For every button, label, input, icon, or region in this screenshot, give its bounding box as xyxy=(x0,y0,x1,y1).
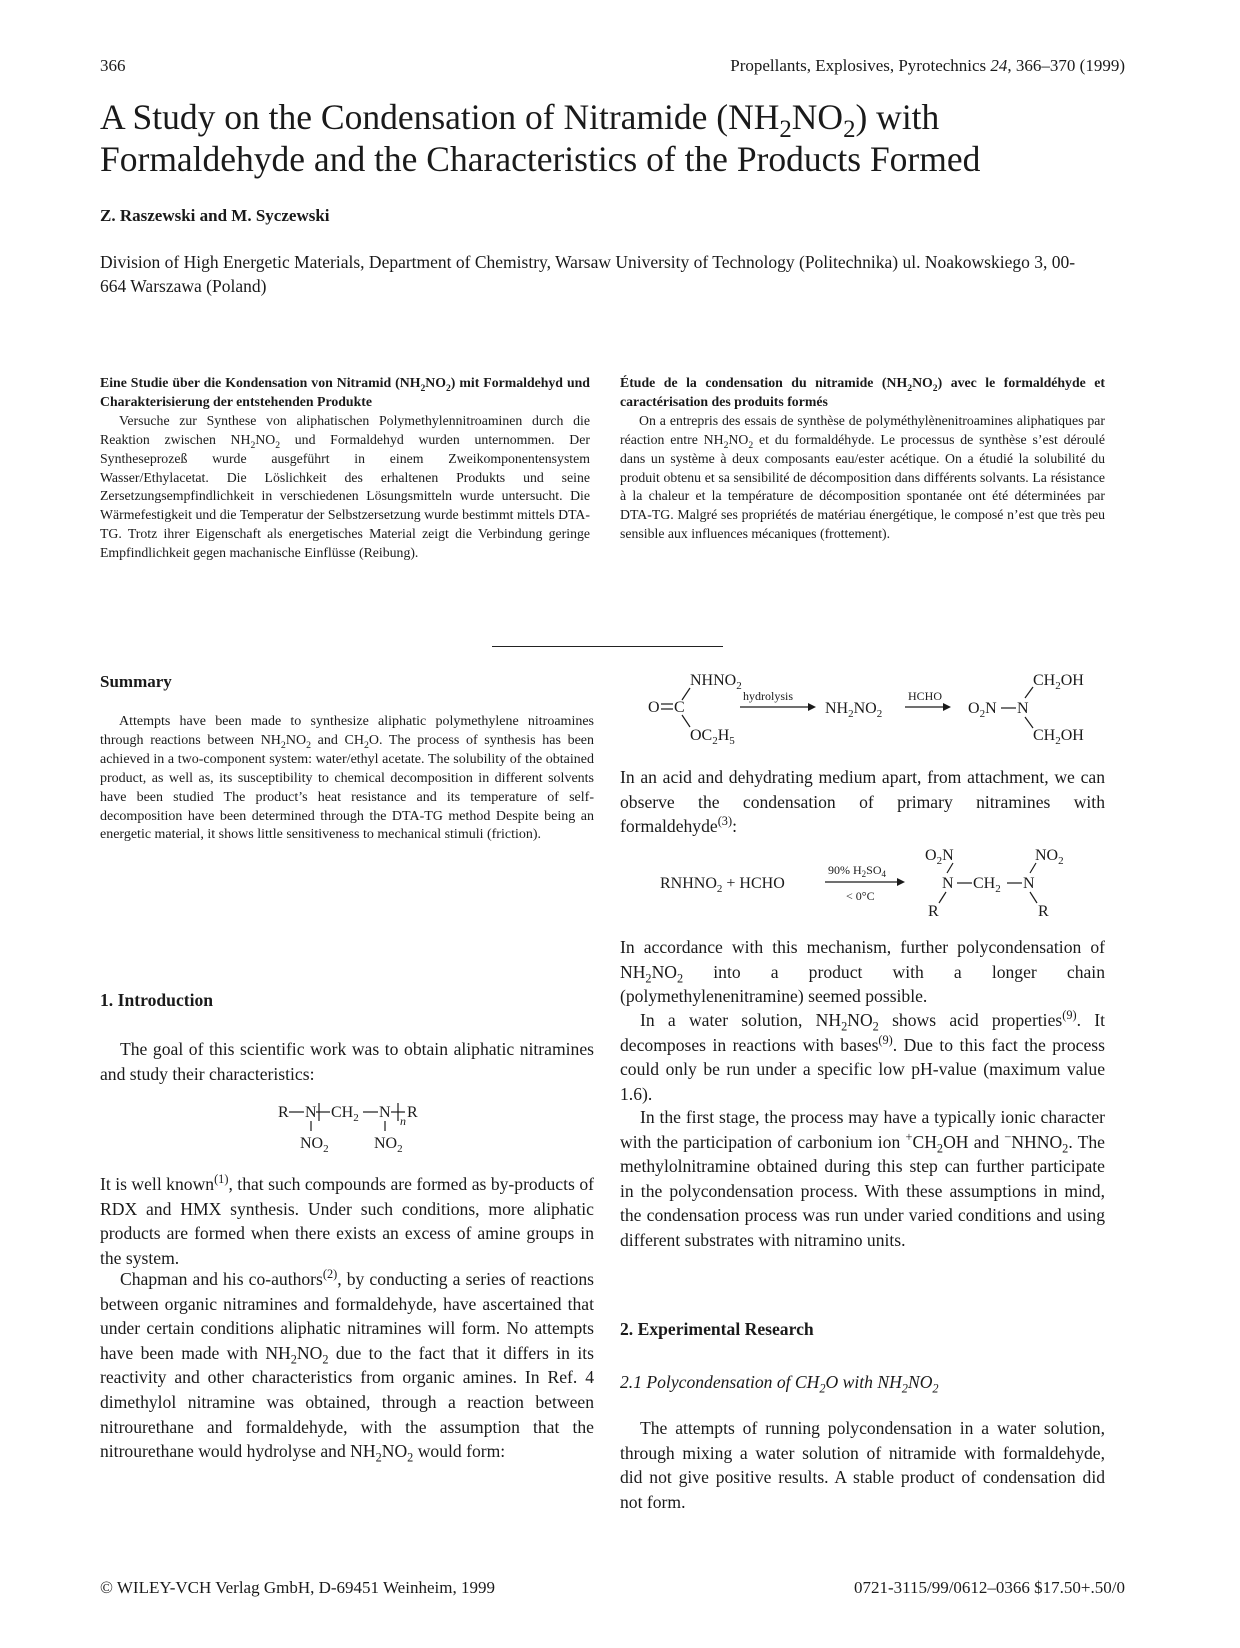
r-right: R xyxy=(407,1104,418,1121)
r-left: R xyxy=(928,903,939,920)
affiliation: Division of High Energetic Materials, Department of Chemistry, Warsaw University of Technology (Politechnika) ul. Noakowskiego 3, 00-664 Warszawa (Poland) xyxy=(100,252,1076,296)
hcho-arrow-label: HCHO xyxy=(908,689,943,703)
nitramide-label: $NH_2NO_2$ xyxy=(825,700,883,720)
n-right: N xyxy=(1023,875,1035,892)
abstract-french-text: On a entrepris des essais de synthèse de polyméthylènenitroamines aliphatiques par réaction entre $NH_2NO_2$ et du formaldéhyde. Le processus de synthèse s’est déroulé dans un système à deux composants eau/ester acétique. On a étudié la solubilité du produit obtenu et sa sensibilité de décomposition dans différents solvants. La résistance à la chaleur et la température de décomposition spontanée ont été déterminées par DTA-TG. Malgré ses propriétés de matériau énergétique, le composé n’est que très peu sensible aux influences mécaniques (frottement). xyxy=(620,412,1105,542)
n-right: N xyxy=(379,1104,391,1121)
abstract-german xyxy=(100,374,590,563)
journal-reference: Propellants, Explosives, Pyrotechnics 24, 366–370 (1999) xyxy=(730,56,1125,75)
authors: Z. Raszewski and M. Syczewski xyxy=(100,206,330,225)
right-paragraph-1: In an acid and dehydrating medium apart, from attachment, we can observe the condensation of primary nitramines with formaldehyde$^{(3)}$: xyxy=(620,767,1105,837)
condensation-scheme xyxy=(650,843,1120,923)
right-paragraph-4: In the first stage, the process may have a typically ionic character with the participation of carbonium ion $^+CH_2OH$ and $^-NHNO_2$. The methylolnitramine obtained during this step can further participate in the polycondensation process. With these assumptions in mind, the condensation process was run under varied conditions and using different substrates with nitramino units. xyxy=(620,1107,1105,1250)
introduction-heading: 1. Introduction xyxy=(100,990,214,1010)
right-paragraph-2: In accordance with this mechanism, further polycondensation of $NH_2NO_2$ into a product with a longer chain (polymethylenenitramine) seemed possible. xyxy=(620,937,1105,1007)
intro-paragraph-3: Chapman and his co-authors$^{(2)}$, by conducting a series of reactions between organic nitramines and formaldehyde, have ascertained that under certain conditions aliphatic nitramines will form. No attempts have been made with $NH_2NO_2$ due to the fact that it differs in its reactivity and other characteristics from organic amines. In Ref. 4 dimethylol nitramine was obtained, through a reaction between nitrourethane and formaldehyde, with the assumption that the nitrourethane would hydrolyse and $NH_2NO_2$ would form: xyxy=(100,1267,594,1465)
article-code-footer: 0721-3115/99/0612–0366 $17.50+.50/0 xyxy=(853,1578,1125,1597)
article-title xyxy=(100,96,1180,180)
copyright-footer: © WILEY-VCH Verlag GmbH, D-69451 Weinheim, 1999 xyxy=(100,1578,495,1597)
title-line-2: Formaldehyde and the Characteristics of the Products Formed xyxy=(100,139,981,179)
abstract-german-text: Versuche zur Synthese von aliphatischen Polymethylennitroaminen durch die Reaktion zwischen $NH_2NO_2$ und Formaldehyd wurden unternommen. Der Syntheseprozeß wurde ausgeführt in einem Zweikomponentensystem Wasser/Ethylacetat. Die Löslichkeit des erhaltenen Produkts und seine Zersetzungsempfindlichkeit in verschiedenen Lösungsmitteln wurde untersucht. Die Wärmefestigkeit und die Temperatur der Selbstzersetzung wurde bestimmt mittels DTA-TG. Trotz ihrer Eigenschaft als energetisches Material zeigt die Verbindung geringe Empfindlichkeit gegen machanische Einflüsse (Reibung). xyxy=(100,412,590,561)
experimental-heading: 2. Experimental Research xyxy=(620,1319,814,1339)
page-number: 366 xyxy=(100,56,126,75)
r-left: R xyxy=(278,1104,289,1121)
hydrolysis-scheme xyxy=(640,668,1120,748)
ethoxy-label: $OC_2H_5$ xyxy=(690,727,735,747)
abstract-german-title: Eine Studie über die Kondensation von Nitramid $(NH_2NO_2)$ mit Formaldehyd und Charakterisierung der entstehenden Produkte xyxy=(100,375,590,409)
abstract-french-title: Étude de la condensation du nitramide $(NH_2NO_2)$ avec le formaldéhyde et caractérisation des produits formés xyxy=(620,375,1105,409)
abstract-french xyxy=(620,374,1105,544)
n-left: N xyxy=(305,1104,317,1121)
hydrolysis-scheme-svg xyxy=(640,668,1120,748)
r-right: R xyxy=(1038,903,1049,920)
condensation-scheme-svg xyxy=(650,843,1120,923)
intro-paragraph-1: The goal of this scientific work was to obtain aliphatic nitramines and study their characteristics: xyxy=(100,1039,594,1084)
separator-rule xyxy=(492,646,723,647)
polymer-structure-svg xyxy=(268,1098,468,1158)
condition-temperature: < 0°C xyxy=(846,889,875,903)
o2n-group: $O_2N$ xyxy=(925,847,954,867)
condition-acid: 90% $H_2SO_4$ xyxy=(828,863,887,879)
intro-paragraph-2: It is well known$^{(1)}$, that such compounds are formed as by-products of RDX and HMX synthesis. Under such conditions, more aliphatic products are formed when there exists an excess of amine groups in the system. xyxy=(100,1172,594,1268)
title-line-1: A Study on the Condensation of Nitramide $(NH_2NO_2)$ with xyxy=(100,97,940,144)
subsection-2-1-heading: 2.1 Polycondensation of $CH_2O$ with $NH_2NO_2$ xyxy=(620,1372,939,1396)
polymer-structure-figure xyxy=(268,1098,468,1158)
ch2-bridge: $CH_2$ xyxy=(973,875,1001,895)
experimental-paragraph-1: The attempts of running polycondensation in a water solution, through mixing a water solution of nitramide with formaldehyde, did not give positive results. A stable product of condensation did not form. xyxy=(620,1418,1105,1512)
repeat-index: n xyxy=(400,1114,406,1128)
ch2-unit: $CH_2$ xyxy=(331,1104,359,1124)
reactants-label: $RNHNO_2$ + HCHO xyxy=(660,875,785,895)
no2-left: $NO_2$ xyxy=(300,1135,329,1155)
ch2oh-top: $CH_2OH$ xyxy=(1033,672,1084,692)
no2-right: $NO_2$ xyxy=(374,1135,403,1155)
n-left: N xyxy=(942,875,954,892)
summary-heading: Summary xyxy=(100,672,172,691)
nhno2-label: $NHNO_2$ xyxy=(690,672,742,692)
hydrolysis-arrow-label: hydrolysis xyxy=(743,689,794,703)
product-label: $O_2N$ xyxy=(968,700,997,720)
summary-text: Attempts have been made to synthesize aliphatic polymethylene nitroamines through reactions between $NH_2NO_2$ and $CH_2O$. The process of synthesis has been achieved in a two-component system: water/ethyl acetate. The solubility of the obtained product, as well as, its susceptibility to chemical decomposition in different solvents have been studied The product’s heat resistance and its temperature of self-decomposition have been determined through the DTA-TG method Despite being an energetic material, it shows little sensitiveness to mechanical stimuli (friction). xyxy=(100,714,594,843)
product-n: N xyxy=(1017,700,1029,717)
carbonyl-o: O xyxy=(648,699,660,716)
no2-group: $NO_2$ xyxy=(1035,847,1064,867)
carbon-c: C xyxy=(674,699,685,716)
ch2oh-bottom: $CH_2OH$ xyxy=(1033,727,1084,747)
right-paragraph-3: In a water solution, $NH_2NO_2$ shows acid properties$^{(9)}$. It decomposes in reactions with bases$^{(9)}$. Due to this fact the process could only be run under a specific low pH-value (maximum value 1.6). xyxy=(620,1008,1105,1104)
